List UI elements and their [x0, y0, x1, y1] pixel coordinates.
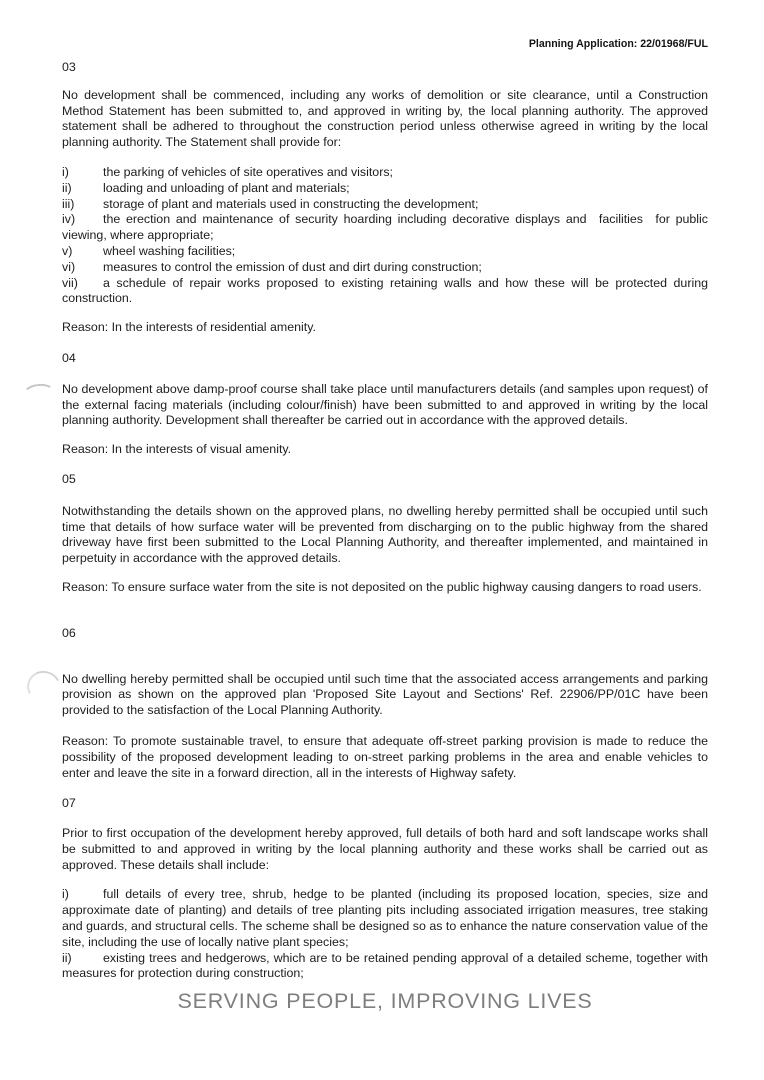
list-item — [62, 181, 708, 197]
condition-body: No development above damp-proof course shall take place until manufacturers details (and samples upon request) of the external facing materials (including colour/finish) have been submitted to and approved in writing by the local planning authority. Development shall thereafter be carried out in accordance with the approved details. — [62, 381, 708, 428]
condition-body: Notwithstanding the details shown on the approved plans, no dwelling hereby permitted shall be occupied until such time that details of how surface water will be prevented from discharging on to the public highway from the shared driveway have first been submitted to the Local Planning Authority, and thereafter implemented, and maintained in perpetuity in accordance with the approved details. — [62, 503, 708, 566]
list-item-marker: vi) — [62, 259, 76, 274]
list-item — [62, 212, 708, 244]
condition-body: No development shall be commenced, including any works of demolition or site clearance, until a Construction Method Statement has been submitted to, and approved in writing by, the local planning authority. The approved statement shall be adhered to throughout the construction period unless otherwise agreed in writing by the local planning authority. The Statement shall provide for: — [62, 87, 708, 150]
condition-reason: Reason: In the interests of residential amenity. — [62, 320, 316, 335]
condition-reason: Reason: To promote sustainable travel, to ensure that adequate off-street parking provision is made to reduce the possibility of the proposed development leading to on-street parking problems in the area and enable vehicles to enter and leave the site in a forward direction, all in the interests of Highway safety. — [62, 733, 708, 780]
list-item — [62, 165, 708, 181]
list-item-marker: ii) — [62, 180, 72, 195]
condition-reason: Reason: In the interests of visual amenity. — [62, 442, 292, 457]
condition-05 — [62, 472, 708, 596]
list-item — [62, 244, 708, 260]
list-item-text: existing trees and hedgerows, which are to be retained pending approval of a detailed scheme, together with measures for protection during construction; — [62, 950, 708, 981]
condition-number: 04 — [62, 350, 76, 365]
list-item-marker: vii) — [62, 275, 78, 290]
list-item-marker: i) — [62, 164, 69, 179]
list-item-text: full details of every tree, shrub, hedge to be planted (including its proposed location, species, size and approximate date of planting) and details of tree planting pits including associated irrigation measures, tree staking and guards, and structural cells. The scheme shall be designed so as to enhance the nature conservation value of the site, including the use of locally native plant species; — [62, 887, 708, 949]
condition-number: 07 — [62, 796, 76, 811]
condition-list — [62, 887, 708, 982]
list-item-marker: iii) — [62, 196, 75, 211]
list-item-marker: i) — [62, 887, 69, 902]
condition-number: 06 — [62, 625, 76, 640]
list-item-text: a schedule of repair works proposed to existing retaining walls and how these will be protected during construction. — [62, 275, 708, 306]
condition-03 — [62, 60, 708, 336]
condition-reason: Reason: To ensure surface water from the site is not deposited on the public highway causing dangers to road users. — [62, 579, 702, 594]
condition-number: 05 — [62, 471, 76, 486]
condition-04 — [62, 351, 708, 458]
condition-list — [62, 165, 708, 307]
list-item-text: measures to control the emission of dust and dirt during construction; — [103, 259, 482, 274]
list-item-marker: iv) — [62, 212, 76, 227]
header-application-ref: Planning Application: 22/01968/FUL — [528, 38, 708, 50]
list-item — [62, 260, 708, 276]
list-item-text: the parking of vehicles of site operatives and visitors; — [103, 164, 393, 179]
footer-tagline: SERVING PEOPLE, IMPROVING LIVES — [177, 989, 593, 1014]
scan-artifact-arc-icon — [22, 382, 56, 404]
condition-body: No dwelling hereby permitted shall be occupied until such time that the associated access arrangements and parking provision as shown on the approved plan 'Proposed Site Layout and Sections' Ref. 22906/PP/01C have been provided to the satisfaction of the Local Planning Authority. — [62, 671, 708, 718]
condition-07 — [62, 796, 708, 982]
condition-number: 03 — [62, 60, 76, 74]
scan-artifact-arc-icon — [23, 667, 65, 708]
list-item-text: wheel washing facilities; — [103, 243, 236, 258]
list-item-text: loading and unloading of plant and materials; — [103, 180, 350, 195]
list-item-text: storage of plant and materials used in constructing the development; — [103, 196, 479, 211]
list-item-marker: ii) — [62, 950, 72, 965]
list-item-marker: v) — [62, 243, 73, 258]
list-item-text: the erection and maintenance of security hoarding including decorative displays and facilities for public viewing, where appropriate; — [62, 212, 708, 243]
condition-06 — [62, 626, 708, 782]
list-item — [62, 197, 708, 213]
condition-body: Prior to first occupation of the development hereby approved, full details of both hard and soft landscape works shall be submitted to and approved in writing by the local planning authority and these works shall be carried out as approved. These details shall include: — [62, 826, 708, 872]
list-item — [62, 276, 708, 308]
list-item — [62, 887, 708, 950]
list-item — [62, 951, 708, 983]
